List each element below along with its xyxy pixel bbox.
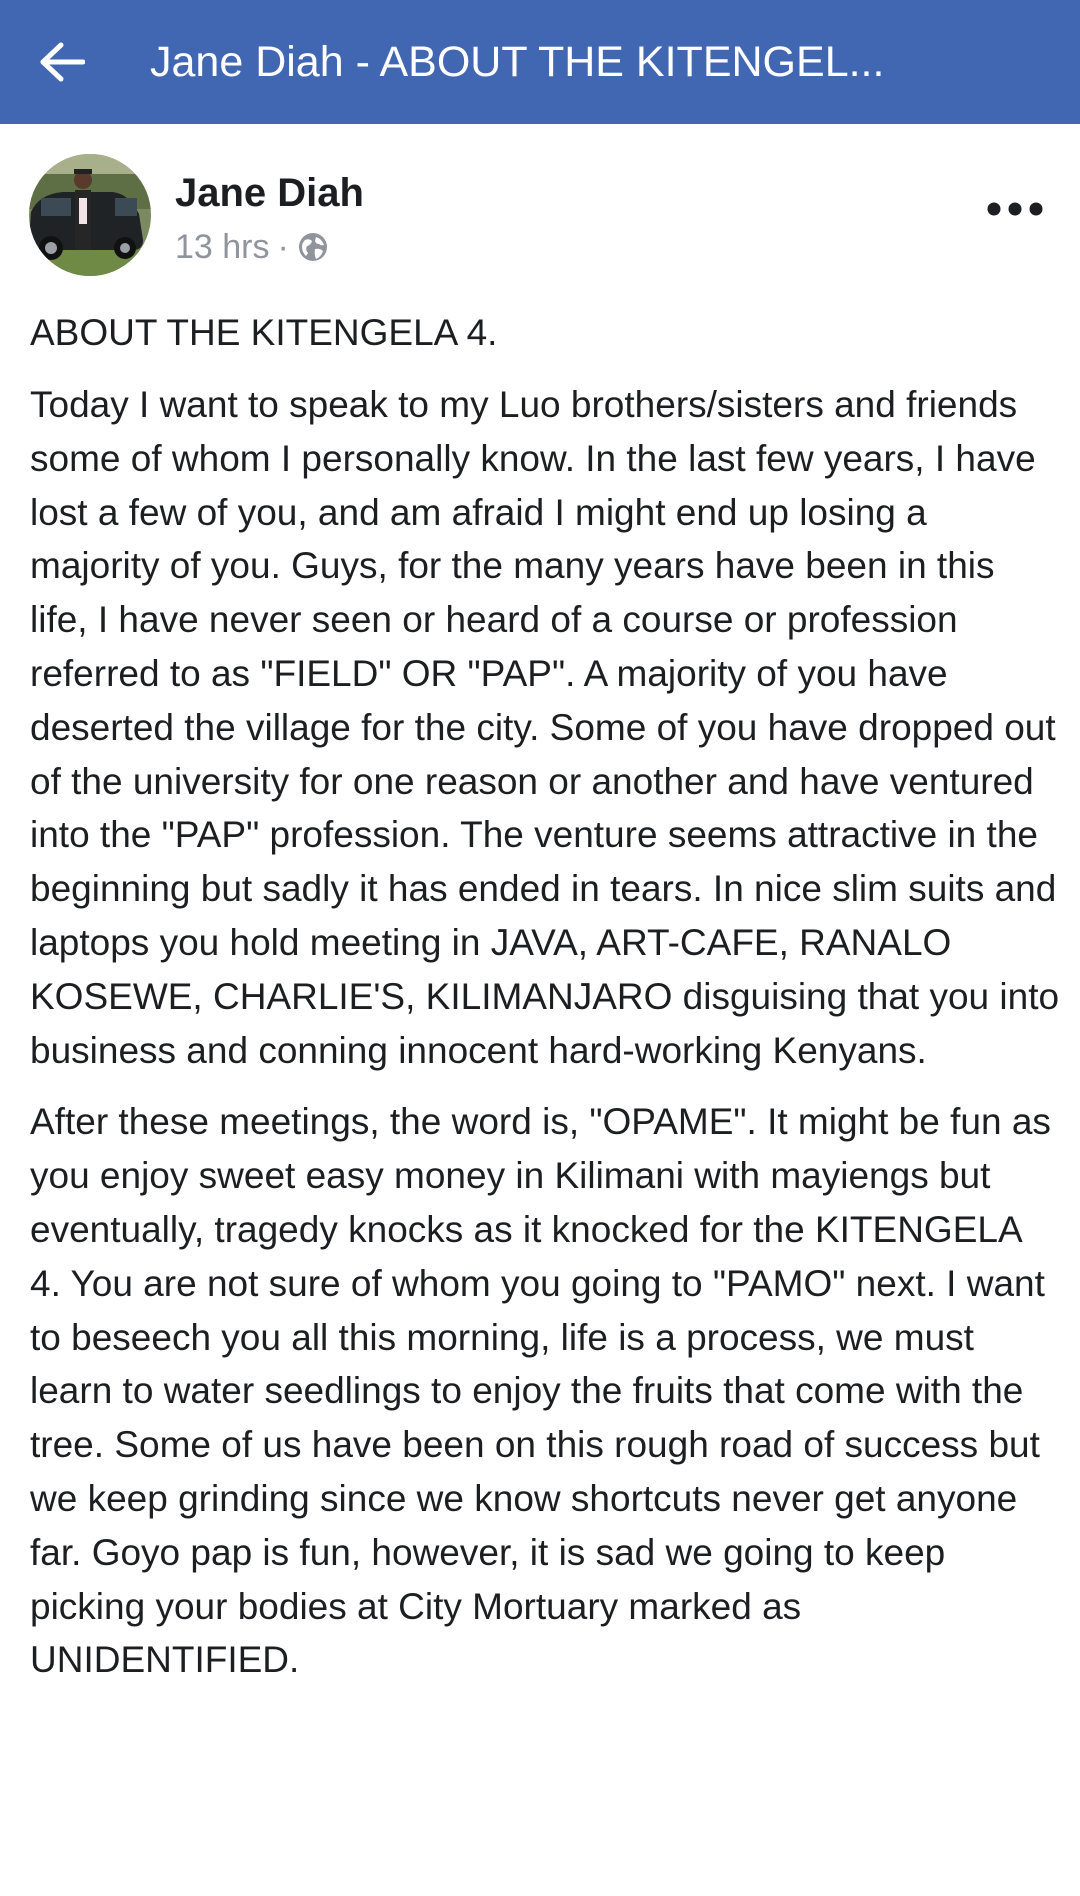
arrow-left-icon — [39, 42, 85, 82]
post-time[interactable]: 13 hrs — [175, 227, 270, 266]
top-app-bar — [0, 0, 1080, 124]
meta-separator: · — [277, 227, 289, 266]
author-name[interactable]: Jane Diah — [175, 171, 364, 215]
avatar[interactable] — [29, 154, 151, 276]
post-meta — [175, 224, 329, 270]
page-title: Jane Diah - ABOUT THE KITENGEL... — [150, 38, 885, 86]
globe-icon — [297, 231, 329, 263]
avatar-photo — [29, 154, 151, 276]
post-paragraph-2: After these meetings, the word is, "OPAME". It might be fun as you enjoy sweet easy money in Kilimani with mayiengs but eventually, tragedy knocks as it knocked for the KITENGELA 4. You are not sure of whom you going to "PAMO" next. I want to beseech you all this morning, life is a process, we must learn to water seedlings to enjoy the fruits that come with the tree. Some of us have been on this rough road of success but we keep grinding since we know shortcuts never get anyone far. Goyo pap is fun, however, it is sad we going to keep picking your bodies at City Mortuary marked as UNIDENTIFIED. — [30, 1101, 1051, 1681]
post-body — [30, 306, 1060, 1687]
post-header — [0, 124, 1080, 284]
more-options-button[interactable] — [975, 184, 1055, 234]
post-heading: ABOUT THE KITENGELA 4. — [30, 312, 498, 353]
more-horizontal-icon — [985, 201, 1045, 217]
post-paragraph-1: Today I want to speak to my Luo brothers/sisters and friends some of whom I personally know. In the last few years, I have lost a few of you, and am afraid I might end up losing a majority of you. Guys, for the many years have been in this life, I have never seen or heard of a course or profession referred to as "FIELD" OR "PAP". A majority of you have deserted the village for the city. Some of you have dropped out of the university for one reason or another and have ventured into the "PAP" profession. The venture seems attractive in the beginning but sadly it has ended in tears. In nice slim suits and laptops you hold meeting in JAVA, ART-CAFE, RANALO KOSEWE, CHARLIE'S, KILIMANJARO disguising that you into business and conning innocent hard-working Kenyans. — [30, 384, 1060, 1071]
back-button[interactable] — [30, 30, 94, 94]
